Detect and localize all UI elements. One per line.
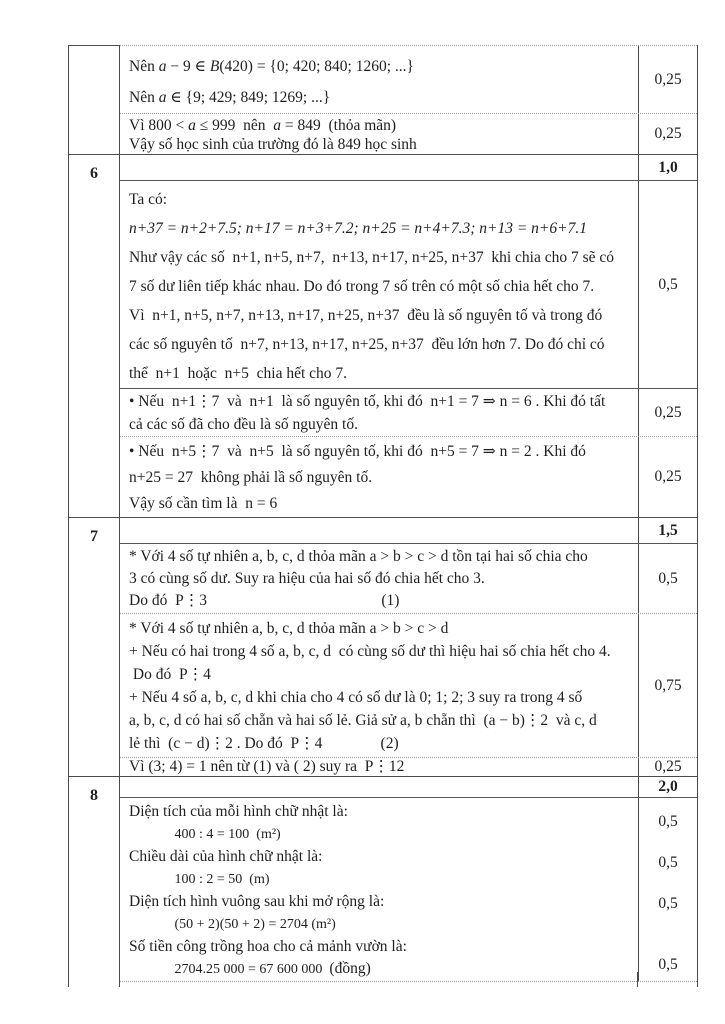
- question-body: [120, 155, 697, 517]
- table-row: [120, 543, 697, 613]
- answer-cell: * Với 4 số tự nhiên a, b, c, d thỏa mãn a > b > c > d tồn tại hai số chia cho 3 có cùng số dư. Suy ra hiệu của hai số đó chia hết cho 3. Do đó P⋮3 (1): [129, 548, 588, 609]
- points-cell: 0,25: [638, 46, 697, 113]
- answer-cell: • Nếu n+1⋮7 và n+1 là số nguyên tố, khi đó n+1 = 7 ⇒ n = 6 . Khi đó tất cả các số đã cho đều là số nguyên tố.: [129, 393, 606, 433]
- answer-cell: * Với 4 số tự nhiên a, b, c, d thỏa mãn a > b > c > d + Nếu có hai trong 4 số a, b, c, d có cùng số dư thì hiệu hai số chia hết cho 4. Do đó P⋮4 + Nếu 4 số a, b, c, d khi chia cho 4 có số dư là 0; 1; 2; 3 suy ra trong 4 số a, b, c, d có hai số chẵn và hai số lẻ. Giả sử a, b chẵn thì (a − b)⋮2 và c, d lẻ thì (c − d)⋮2 . Do đó P⋮4 (2): [129, 620, 611, 752]
- points-cell: 0,25: [638, 389, 697, 436]
- answer-cell: Vì (3; 4) = 1 nên từ (1) và ( 2) suy ra P⋮12: [129, 758, 405, 775]
- answer-cell: Vì 800 < a ≤ 999 nên a = 849 (thỏa mãn) Vậy số học sinh của trường đó là 849 học sinh: [129, 117, 417, 153]
- question-total-row: [120, 155, 697, 180]
- points-cell: 0,5 0,5 0,5 0,5: [638, 798, 697, 981]
- points-cell: 0,75: [638, 614, 697, 757]
- answer-cell: [120, 155, 638, 180]
- points-cell: 0,25: [638, 758, 697, 776]
- answer-cell: Nên a − 9 ∈ B(420) = {0; 420; 840; 1260; ...} Nên a ∈ {9; 429; 849; 1269; ...}: [129, 58, 414, 106]
- question-total-row: [120, 777, 697, 797]
- points-cell: 0,25: [638, 437, 697, 517]
- question-block-partial: [69, 45, 697, 154]
- answer-key-table: [68, 45, 698, 982]
- table-edge-tick: [697, 972, 698, 987]
- table-row: [120, 388, 697, 436]
- table-row: [120, 757, 697, 776]
- question-body: [120, 777, 697, 982]
- question-number-cell: 6: [69, 155, 120, 517]
- question-number-cell: [69, 45, 120, 154]
- table-row: [120, 613, 697, 757]
- answer-cell: [120, 777, 638, 797]
- table-row: [120, 113, 697, 154]
- total-points-cell: 1,0: [638, 155, 697, 180]
- question-body: [120, 45, 697, 154]
- question-block-8: [69, 776, 697, 982]
- table-row: [120, 180, 697, 388]
- question-block-6: [69, 154, 697, 517]
- total-points-cell: 1,5: [638, 518, 697, 543]
- answer-cell: Ta có: n+37 = n+2+7.5; n+17 = n+3+7.2; n+25 = n+4+7.3; n+13 = n+6+7.1 Như vậy các số n+1, n+5, n+7, n+13, n+17, n+25, n+37 khi chia cho 7 sẽ có 7 số dư liên tiếp khác nhau. Do đó trong 7 số trên có một số chia hết cho 7. Vì n+1, n+5, n+7, n+13, n+17, n+25, n+37 đều là số nguyên tố và trong đó các số nguyên tố n+7, n+13, n+17, n+25, n+37 đều lớn hơn 7. Do đó chỉ có thể n+1 hoặc n+5 chia hết cho 7.: [129, 191, 615, 382]
- points-cell: 0,5: [638, 544, 697, 613]
- question-total-row: [120, 518, 697, 543]
- table-row: [120, 436, 697, 517]
- table-row: [120, 46, 697, 113]
- question-number-cell: 8: [69, 777, 120, 982]
- points-cell: 0,5: [638, 181, 697, 388]
- total-points-cell: 2,0: [638, 777, 697, 797]
- question-body: [120, 518, 697, 776]
- points-cell: 0,25: [638, 114, 697, 154]
- table-edge-tick: [119, 972, 120, 987]
- table-row: [120, 797, 697, 981]
- question-block-7: [69, 517, 697, 776]
- question-number-cell: 7: [69, 518, 120, 776]
- answer-cell: [120, 518, 638, 543]
- answer-cell: • Nếu n+5⋮7 và n+5 là số nguyên tố, khi đó n+5 = 7 ⇒ n = 2 . Khi đó n+25 = 27 không phải lầ số nguyên tố. Vậy số cần tìm là n = 6: [129, 443, 586, 512]
- table-edge-tick: [68, 972, 69, 987]
- table-edge-tick: [637, 972, 638, 987]
- answer-cell: Diện tích của mỗi hình chữ nhật là: 400 : 4 = 100 (m²) Chiều dài của hình chữ nhật là: 100 : 2 = 50 (m) Diện tích hình vuông sau khi mở rộng là: (50 + 2)(50 + 2) = 2704 (m²) Số tiền công trồng hoa cho cả mảnh vườn là: 2704.25 000 = 67 600 000 (đồng): [129, 803, 407, 977]
